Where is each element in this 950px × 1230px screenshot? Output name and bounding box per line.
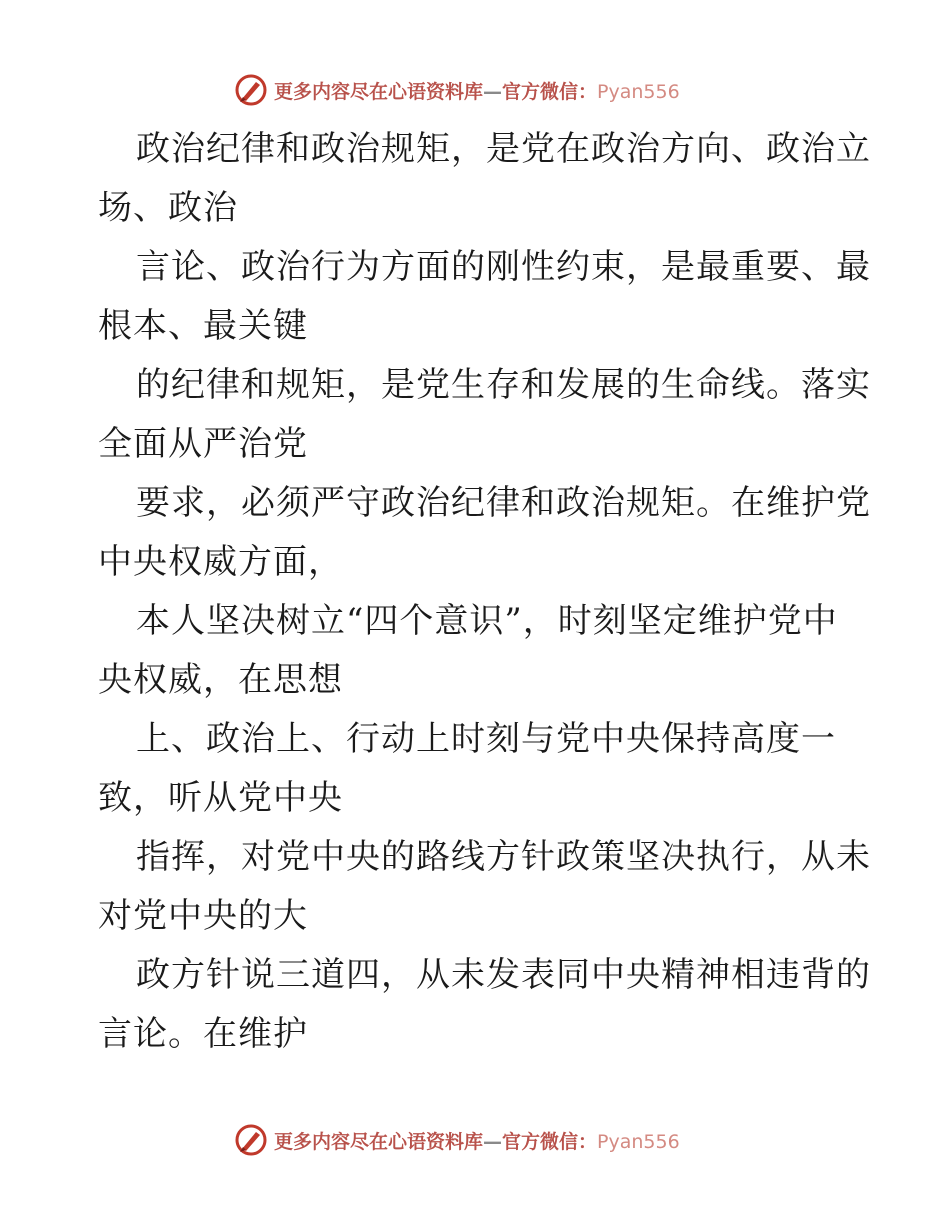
header-watermark [234, 72, 714, 108]
watermark-main: 更多内容尽在心语资料库 [274, 1130, 484, 1153]
watermark-text [274, 77, 680, 104]
pen-logo-icon [234, 73, 268, 107]
paragraph [98, 474, 871, 592]
paragraph-line: 致，听从党中央 [98, 778, 343, 818]
paragraph-line: 全面从严治党 [98, 424, 308, 464]
watermark-tail: 官方微信： [502, 80, 598, 103]
paragraph-line: 言论。在维护 [98, 1014, 308, 1054]
footer-watermark [234, 1122, 714, 1158]
document-body [98, 120, 871, 1064]
paragraph-line: 政方针说三道四，从未发表同中央精神相违背的 [136, 955, 871, 995]
paragraph-line: 的纪律和规矩，是党生存和发展的生命线。落实 [136, 365, 871, 405]
watermark-wechat-id: Pyan556 [597, 80, 680, 103]
watermark-wechat-id: Pyan556 [597, 1130, 680, 1153]
watermark-separator: — [483, 80, 503, 103]
paragraph [98, 828, 871, 946]
paragraph [98, 238, 871, 356]
paragraph [98, 946, 871, 1064]
watermark-text [274, 1127, 680, 1154]
paragraph-line: 本人坚决树立“四个意识”，时刻坚定维护党中 [136, 601, 838, 641]
paragraph-line: 对党中央的大 [98, 896, 308, 936]
paragraph-line: 言论、政治行为方面的刚性约束，是最重要、最 [136, 247, 871, 287]
paragraph [98, 356, 871, 474]
paragraph-line: 指挥，对党中央的路线方针政策坚决执行，从未 [136, 837, 871, 877]
paragraph [98, 592, 858, 710]
paragraph-line: 上、政治上、行动上时刻与党中央保持高度一 [136, 719, 836, 759]
pen-logo-icon [234, 1123, 268, 1157]
paragraph-line: 政治纪律和政治规矩，是党在政治方向、政治立 [136, 129, 871, 169]
paragraph-line: 要求，必须严守政治纪律和政治规矩。在维护党 [136, 483, 871, 523]
paragraph [98, 120, 871, 238]
watermark-separator: — [483, 1130, 503, 1153]
paragraph-line: 中央权威方面， [98, 542, 343, 582]
watermark-tail: 官方微信： [502, 1130, 598, 1153]
paragraph [98, 710, 858, 828]
paragraph-line: 央权威，在思想 [98, 660, 343, 700]
paragraph-line: 根本、最关键 [98, 306, 308, 346]
paragraph-line: 场、政治 [98, 188, 238, 228]
watermark-main: 更多内容尽在心语资料库 [274, 80, 484, 103]
